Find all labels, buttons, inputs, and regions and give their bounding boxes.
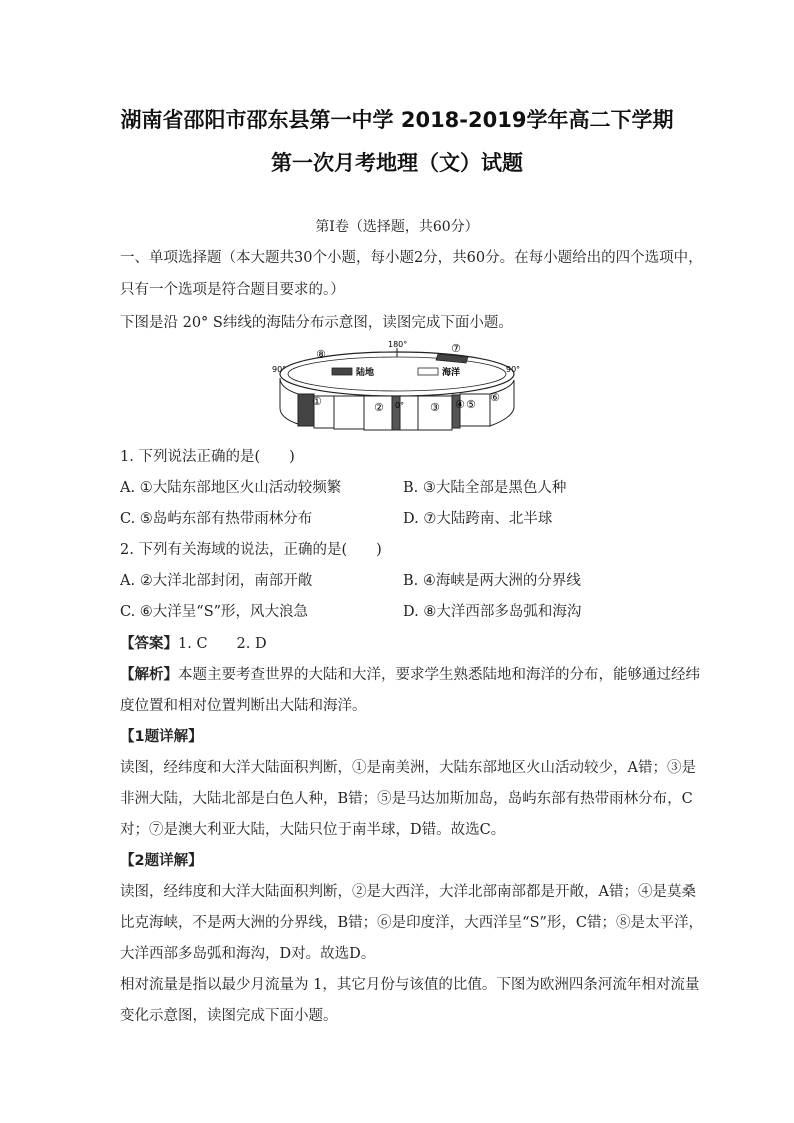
analysis-line2: 度位置和相对位置判断出大陆和海洋。 — [120, 698, 367, 714]
next-intro-line2: 变化示意图，读图完成下面小题。 — [120, 1008, 338, 1024]
legend-ocean-label: 海洋 — [442, 368, 461, 378]
section-heading: 第Ⅰ卷（选择题，共60分） — [315, 219, 479, 235]
question-2-stem: 2. 下列有关海域的说法，正确的是( ) — [120, 542, 382, 558]
question-2-option-d: D. ⑧大洋西部多岛弧和海沟 — [403, 604, 582, 620]
latitude-figure — [268, 338, 528, 438]
label-90-right: 90° — [506, 365, 521, 374]
legend-land-label: 陆地 — [356, 368, 375, 378]
marker-7: ⑦ — [451, 342, 461, 355]
question-1-option-b: B. ③大陆全部是黑色人种 — [403, 480, 567, 496]
detail-1-line3: 对；⑦是澳大利亚大陆，大陆只位于南半球，D错。故选C。 — [120, 822, 506, 838]
detail-1-line2: 非洲大陆，大陆北部是白色人种，B错；⑤是马达加斯加岛，岛屿东部有热带雨林分布，C — [120, 791, 693, 807]
question-1-stem: 1. 下列说法正确的是( ) — [120, 449, 295, 465]
detail-2-header: 【2题详解】 — [120, 853, 203, 869]
analysis-label: 【解析】 — [120, 667, 178, 683]
page-title-line2: 第一次月考地理（文）试题 — [271, 151, 523, 175]
instructions-line2: 只有一个选项是符合题目要求的。） — [120, 282, 345, 298]
instructions-line1: 一、单项选择题（本大题共30个小题，每小题2分，共60分。在每小题给出的四个选项中， — [120, 250, 703, 266]
marker-4: ④ — [455, 398, 465, 411]
legend-land-swatch — [332, 368, 352, 375]
detail-2-line3: 大洋西部多岛弧和海沟，D对。故选D。 — [120, 946, 376, 962]
next-intro-line1: 相对流量是指以最少月流量为 1，其它月份与该值的比值。下图为欧洲四条河流年相对流量 — [120, 977, 700, 993]
detail-2-line1: 读图，经纬度和大洋大陆面积判断，②是大西洋，大洋北部南部都是开敞，A错；④是莫桑 — [120, 884, 696, 900]
figure-intro: 下图是沿 20° S纬线的海陆分布示意图，读图完成下面小题。 — [120, 315, 513, 331]
answer-text: 1. C 2. D — [178, 636, 267, 652]
analysis-line1 — [120, 665, 700, 685]
marker-5: ⑤ — [466, 398, 476, 411]
label-180: 180° — [388, 340, 408, 349]
marker-3: ③ — [430, 401, 440, 414]
legend-ocean-swatch — [418, 368, 438, 375]
answer-line — [120, 634, 267, 654]
question-2-option-a: A. ②大洋北部封闭，南部开敞 — [120, 573, 313, 589]
detail-1-header: 【1题详解】 — [120, 729, 203, 745]
question-2-option-c: C. ⑥大洋呈“S”形，风大浪急 — [120, 604, 309, 620]
marker-6: ⑥ — [490, 391, 500, 404]
question-2-option-b: B. ④海峡是两大洲的分界线 — [403, 573, 581, 589]
page-title-line1: 湖南省邵阳市邵东县第一中学 2018-2019学年高二下学期 — [120, 108, 674, 132]
question-1-option-c: C. ⑤岛屿东部有热带雨林分布 — [120, 511, 313, 527]
marker-2: ② — [374, 401, 384, 414]
marker-1: ① — [312, 395, 322, 408]
analysis-text1: 本题主要考查世界的大陆和大洋，要求学生熟悉陆地和海洋的分布，能够通过经纬 — [178, 667, 700, 683]
marker-8: ⑧ — [316, 348, 326, 361]
label-90-left: 90° — [272, 365, 287, 374]
label-0: 0° — [395, 401, 405, 410]
question-1-option-d: D. ⑦大陆跨南、北半球 — [403, 511, 553, 527]
answer-label: 【答案】 — [120, 636, 178, 652]
detail-2-line2: 比克海峡，不是两大洲的分界线，B错；⑥是印度洋，大西洋呈“S”形，C错；⑧是太平洋， — [120, 915, 704, 931]
question-1-option-a: A. ①大陆东部地区火山活动较频繁 — [120, 480, 342, 496]
detail-1-line1: 读图，经纬度和大洋大陆面积判断，①是南美洲，大陆东部地区火山活动较少，A错；③是 — [120, 760, 696, 776]
